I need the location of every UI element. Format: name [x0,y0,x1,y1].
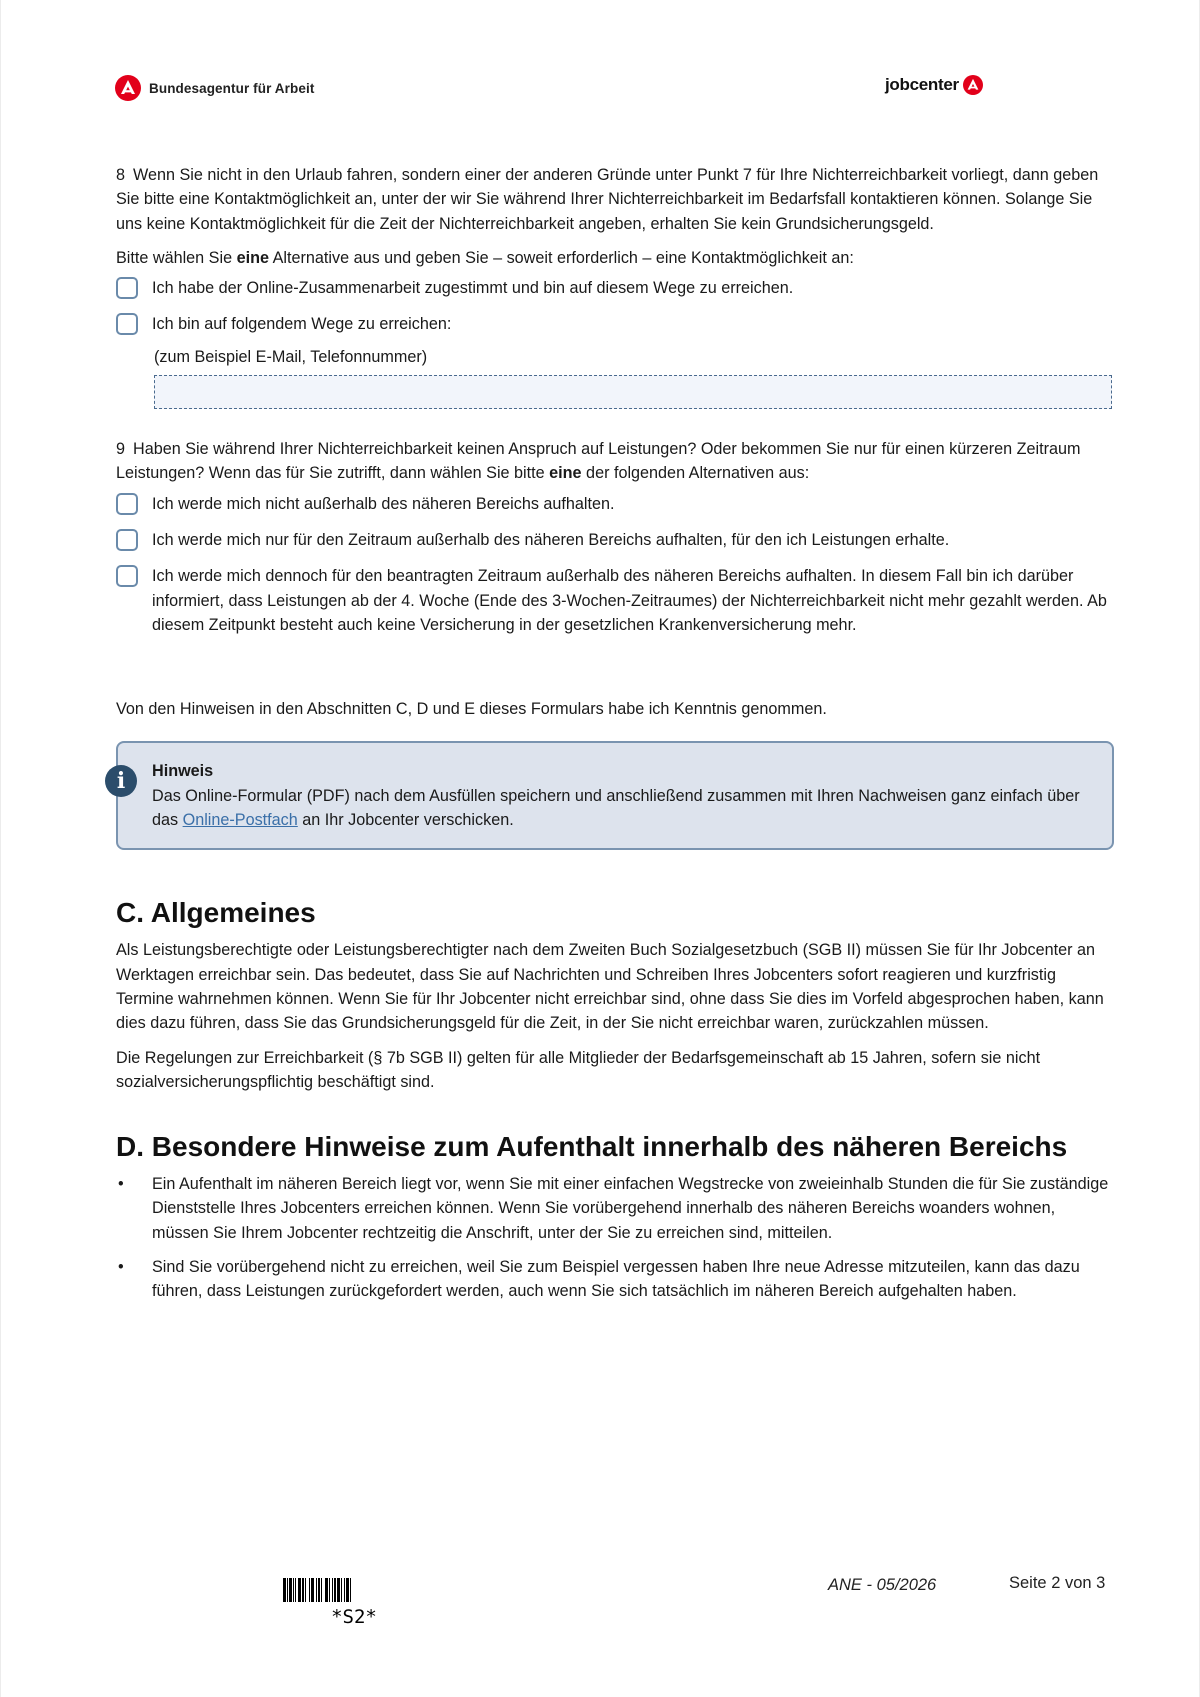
section-9-number: 9 [116,440,126,459]
section-9-text: 9 Haben Sie während Ihrer Nichterreichbarkeit keinen Anspruch auf Leistungen? Oder bekommen Sie nur für einen kürzeren Zeitraum Leistungen? Wenn das für Sie zutrifft, dann wählen Sie bitte eine der folgenden Alternativen aus: [116,440,1081,483]
option-label: Ich werde mich nur für den Zeitraum außerhalb des näheren Bereichs aufhalten, für den ich Leistungen erhalte. [152,530,950,549]
contact-input[interactable] [154,375,1112,409]
contact-hint: (zum Beispiel E-Mail, Telefonnummer) [154,347,428,366]
option-away-full-period[interactable] [116,564,1114,637]
section-c-paragraph: Als Leistungsberechtigte oder Leistungsberechtigter nach dem Zweiten Buch Sozialgesetzbuch (SGB II) müssen Sie für Ihr Jobcenter an Werktagen erreichbar sein. Das bedeutet, dass Sie auf Nachrichten und Schreiben Ihres Jobcenters sofort reagieren und kurzfristig Termine wahrnehmen können. Wenn Sie für Ihr Jobcenter nicht erreichbar sind, ohne dass Sie dies im Vorfeld abgesprochen haben, kann dies dazu führen, dass Sie das Grundsicherungsgeld für die Zeit, in der Sie nicht erreichbar waren, zurückzahlen müssen. [116,941,1104,1033]
form-content [116,163,1114,1314]
option-label: Ich bin auf folgendem Wege zu erreichen: [152,315,452,334]
online-postfach-link[interactable]: Online-Postfach [182,811,298,830]
option-label: Ich werde mich nicht außerhalb des näheren Bereichs aufhalten. [152,494,615,513]
option-label: Ich werde mich dennoch für den beantragten Zeitraum außerhalb des näheren Bereichs aufhalten. In diesem Fall bin ich darüber informiert, dass Leistungen ab der 4. Woche (Ende des 3-Wochen-Zeitraumes) der Nichterreichbarkeit nicht mehr gezahlt werden. Ab diesem Zeitpunkt besteht auch keine Versicherung in der gesetzlichen Krankenversicherung mehr. [152,567,1107,634]
jobcenter-logo [885,75,983,95]
list-item: • Sind Sie vorübergehend nicht zu erreichen, weil Sie zum Beispiel vergessen haben Ihre neue Adresse mitzuteilen, kann das dazu führen, dass Leistungen zurückgefordert werden, auch wenn Sie sich tatsächlich im näheren Bereich aufgehalten haben. [116,1255,1114,1304]
jobcenter-name: jobcenter [885,75,959,94]
section-c-heading: C. Allgemeines [116,897,316,929]
option-online-cooperation[interactable] [116,276,1114,300]
info-icon: i [105,765,137,797]
list-item: • Ein Aufenthalt im näheren Bereich liegt vor, wenn Sie mit einer einfachen Wegstrecke von zweieinhalb Stunden die für Sie zuständige Dienststelle Ihres Jobcenters erreichen können. Wenn Sie vorübergehend innerhalb des näheren Bereichs woanders wohnen, müssen Sie Ihrem Jobcenter rechtzeitig die Anschrift, unter der Sie zu erreichen sind, mitteilen. [116,1172,1114,1245]
option-label: Ich habe der Online-Zusammenarbeit zugestimmt und bin auf diesem Wege zu erreichen. [152,279,794,298]
option-away-benefit-period[interactable] [116,528,1114,552]
section-8-instruction: Bitte wählen Sie eine Alternative aus und geben Sie – soweit erforderlich – eine Kontaktmöglichkeit an: [116,248,854,267]
checkbox-away-full-period[interactable] [116,565,138,587]
section-8 [116,163,1114,409]
checkbox-away-benefit-period[interactable] [116,529,138,551]
acknowledgement-text: Von den Hinweisen in den Abschnitten C, D und E dieses Formulars habe ich Kenntnis genommen. [116,700,827,719]
option-contact-way[interactable] [116,312,1114,336]
checkbox-stay-in-area[interactable] [116,493,138,515]
form-code: ANE - 05/2026 [828,1576,937,1594]
agency-logo [115,75,314,101]
agency-name: Bundesagentur für Arbeit [149,80,315,96]
jobcenter-logo-icon [963,75,983,95]
barcode [283,1578,425,1602]
checkbox-online-cooperation[interactable] [116,277,138,299]
hint-text: Das Online-Formular (PDF) nach dem Ausfüllen speichern und anschließend zusammen mit Ihren Nachweisen ganz einfach über das Online-Postfach an Ihr Jobcenter verschicken. [152,786,1080,830]
section-d-list [116,1172,1114,1303]
hint-box [116,741,1114,850]
section-8-number: 8 [116,166,126,184]
barcode-text: *S2* [331,1606,377,1628]
option-stay-in-area[interactable] [116,492,1114,516]
section-9 [116,437,1114,637]
hint-title: Hinweis [152,762,214,781]
agency-logo-icon [115,75,141,101]
section-c-paragraph: Die Regelungen zur Erreichbarkeit (§ 7b SGB II) gelten für alle Mitglieder der Bedarfsgemeinschaft ab 15 Jahren, sofern sie nicht sozialversicherungspflichtig beschäftigt sind. [116,1048,1041,1091]
section-d-heading: D. Besondere Hinweise zum Aufenthalt innerhalb des näheren Bereichs [116,1131,1068,1163]
section-8-text: 8 Wenn Sie nicht in den Urlaub fahren, sondern einer der anderen Gründe unter Punkt 7 für Ihre Nichterreichbarkeit vorliegt, dann geben Sie bitte eine Kontaktmöglichkeit an, unter der wir Sie während Ihrer Nichterreichbarkeit im Bedarfsfall kontaktieren können. Solange Sie uns keine Kontaktmöglichkeit für die Zeit der Nichterreichbarkeit angeben, erhalten Sie kein Grundsicherungsgeld. [116,166,1099,233]
page-number: Seite 2 von 3 [1009,1574,1106,1592]
checkbox-contact-way[interactable] [116,313,138,335]
